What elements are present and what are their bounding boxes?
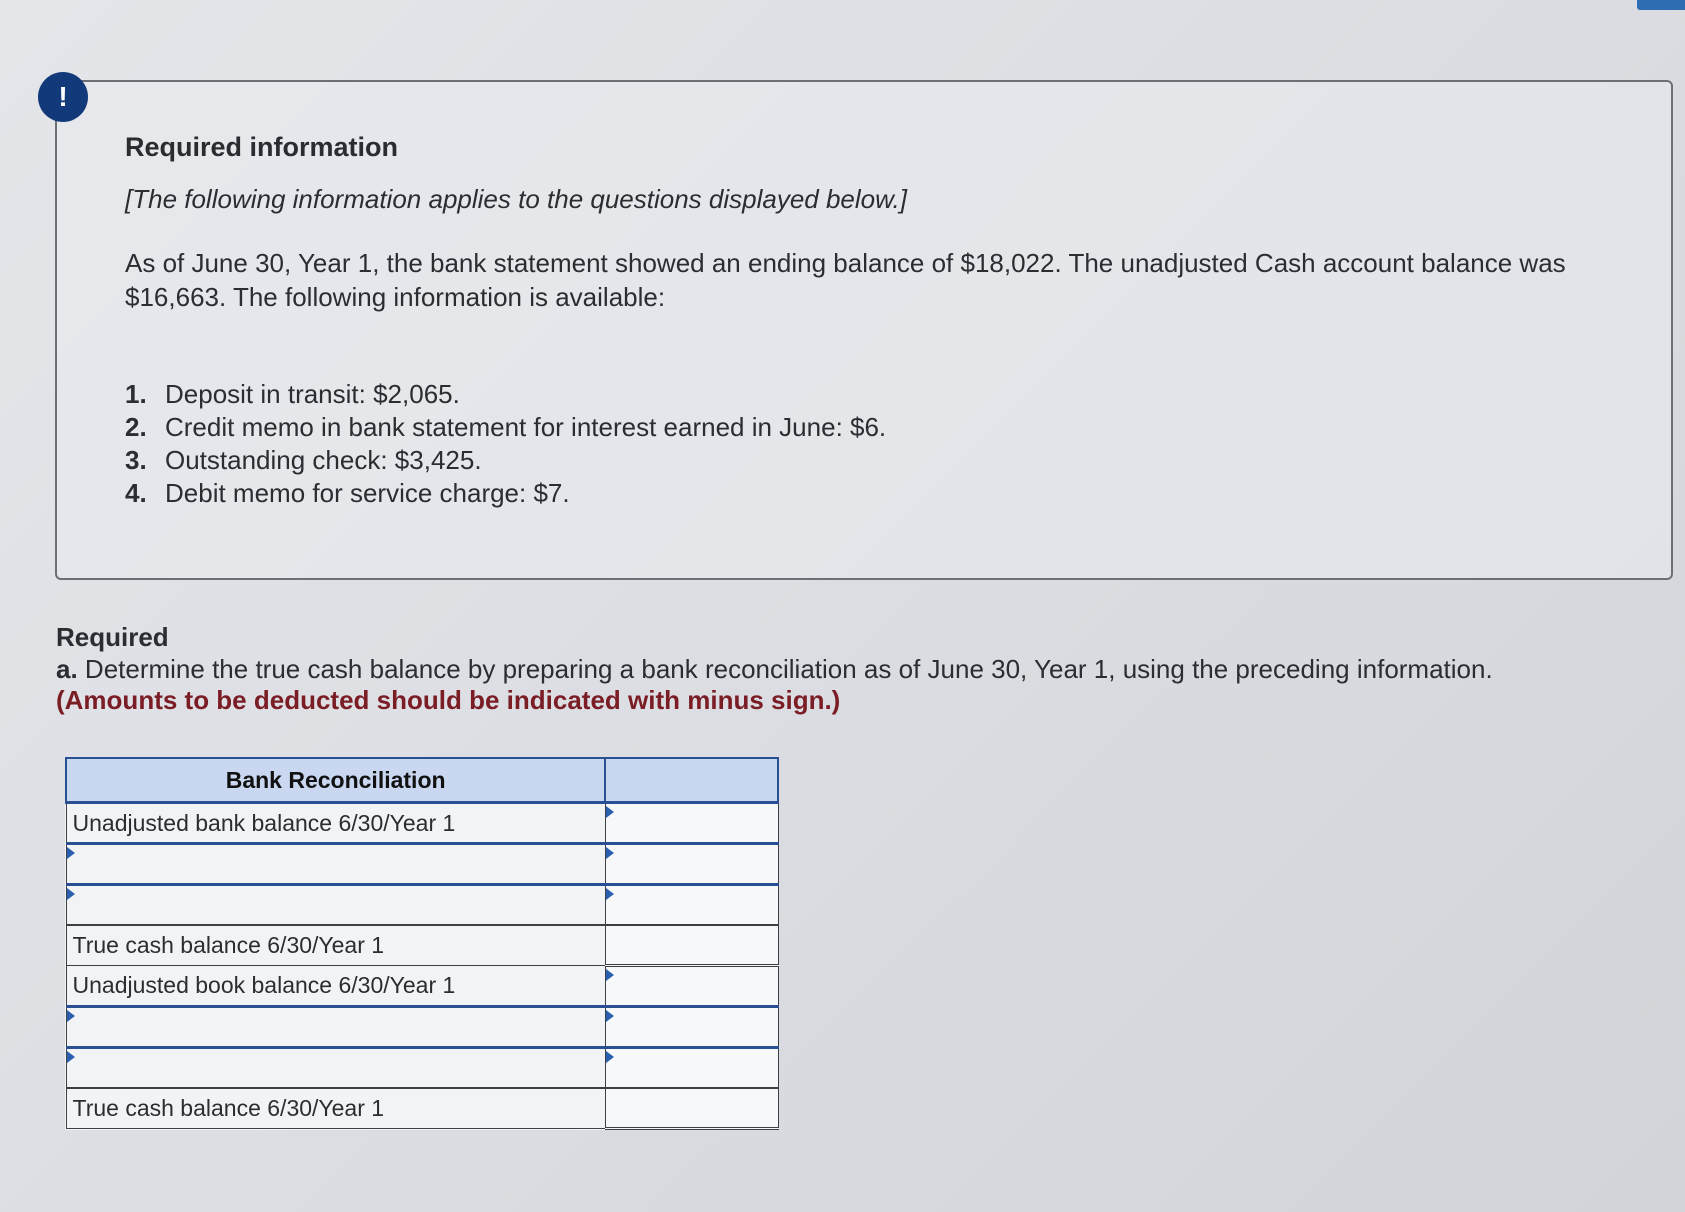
required-heading: Required bbox=[56, 622, 169, 652]
label-input[interactable] bbox=[73, 1050, 603, 1086]
cell-marker-icon bbox=[67, 1051, 75, 1063]
label-input[interactable] bbox=[73, 1009, 603, 1045]
list-item-number: 4. bbox=[125, 478, 147, 508]
cell-marker-icon bbox=[606, 847, 614, 859]
amount-cell[interactable] bbox=[605, 803, 778, 844]
table-row bbox=[66, 803, 778, 844]
list-item-text: Credit memo in bank statement for interest earned in June: $6. bbox=[165, 412, 887, 442]
amount-input[interactable] bbox=[612, 1050, 776, 1086]
list-item-text: Deposit in transit: $2,065. bbox=[165, 379, 460, 409]
amount-input[interactable] bbox=[612, 846, 776, 882]
alert-icon: ! bbox=[38, 72, 88, 122]
cell-marker-icon bbox=[606, 969, 614, 981]
top-accent-bar bbox=[1637, 0, 1685, 10]
list-item bbox=[125, 444, 886, 477]
amount-cell[interactable] bbox=[605, 885, 778, 926]
list-item bbox=[125, 477, 886, 510]
row-label: True cash balance 6/30/Year 1 bbox=[66, 1088, 605, 1129]
part-letter: a. bbox=[56, 654, 78, 684]
label-input[interactable] bbox=[73, 887, 603, 923]
cell-marker-icon bbox=[67, 847, 75, 859]
amount-input[interactable] bbox=[612, 887, 776, 923]
bank-reconciliation-table bbox=[65, 757, 779, 1130]
label-cell[interactable] bbox=[66, 844, 605, 885]
cell-marker-icon bbox=[606, 1010, 614, 1022]
cell-marker-icon bbox=[67, 1010, 75, 1022]
table-row bbox=[66, 966, 778, 1007]
label-input[interactable] bbox=[73, 846, 603, 882]
list-item bbox=[125, 411, 886, 444]
table-row bbox=[66, 925, 778, 966]
list-item-number: 2. bbox=[125, 412, 147, 442]
list-item-text: Outstanding check: $3,425. bbox=[165, 445, 482, 475]
cell-marker-icon bbox=[606, 1051, 614, 1063]
info-title: Required information bbox=[125, 132, 399, 162]
table-row bbox=[66, 1007, 778, 1048]
list-item-number: 3. bbox=[125, 445, 147, 475]
list-item-text: Debit memo for service charge: $7. bbox=[165, 478, 570, 508]
info-list bbox=[125, 378, 886, 510]
cell-marker-icon bbox=[67, 888, 75, 900]
label-cell[interactable] bbox=[66, 1007, 605, 1048]
row-label: Unadjusted book balance 6/30/Year 1 bbox=[66, 966, 605, 1007]
list-item-number: 1. bbox=[125, 379, 147, 409]
amount-input[interactable] bbox=[612, 805, 776, 841]
info-body: As of June 30, Year 1, the bank statement showed an ending balance of $18,022. The unadjusted Cash account balance was $16,663. The following information is available: bbox=[125, 248, 1566, 312]
table-header-amount bbox=[605, 758, 778, 803]
cell-marker-icon bbox=[606, 806, 614, 818]
amount-cell[interactable] bbox=[605, 844, 778, 885]
label-cell[interactable] bbox=[66, 885, 605, 926]
row-label: True cash balance 6/30/Year 1 bbox=[66, 925, 605, 966]
amount-cell[interactable] bbox=[605, 1048, 778, 1089]
table-row bbox=[66, 885, 778, 926]
required-instruction bbox=[56, 654, 1656, 685]
table-row bbox=[66, 1088, 778, 1129]
row-label: Unadjusted bank balance 6/30/Year 1 bbox=[66, 803, 605, 844]
required-note: (Amounts to be deducted should be indicated with minus sign.) bbox=[56, 685, 841, 715]
info-subtitle: [The following information applies to the questions displayed below.] bbox=[125, 184, 907, 214]
part-text: Determine the true cash balance by preparing a bank reconciliation as of June 30, Year 1, using the preceding information. bbox=[84, 654, 1493, 684]
label-cell[interactable] bbox=[66, 1048, 605, 1089]
amount-input[interactable] bbox=[612, 968, 776, 1004]
table-row bbox=[66, 844, 778, 885]
total-amount-cell bbox=[605, 1088, 778, 1129]
amount-cell[interactable] bbox=[605, 1007, 778, 1048]
amount-cell[interactable] bbox=[605, 966, 778, 1007]
amount-input[interactable] bbox=[612, 1009, 776, 1045]
cell-marker-icon bbox=[606, 888, 614, 900]
total-amount-cell bbox=[605, 925, 778, 966]
list-item bbox=[125, 378, 886, 411]
table-row bbox=[66, 1048, 778, 1089]
table-header: Bank Reconciliation bbox=[66, 758, 605, 803]
